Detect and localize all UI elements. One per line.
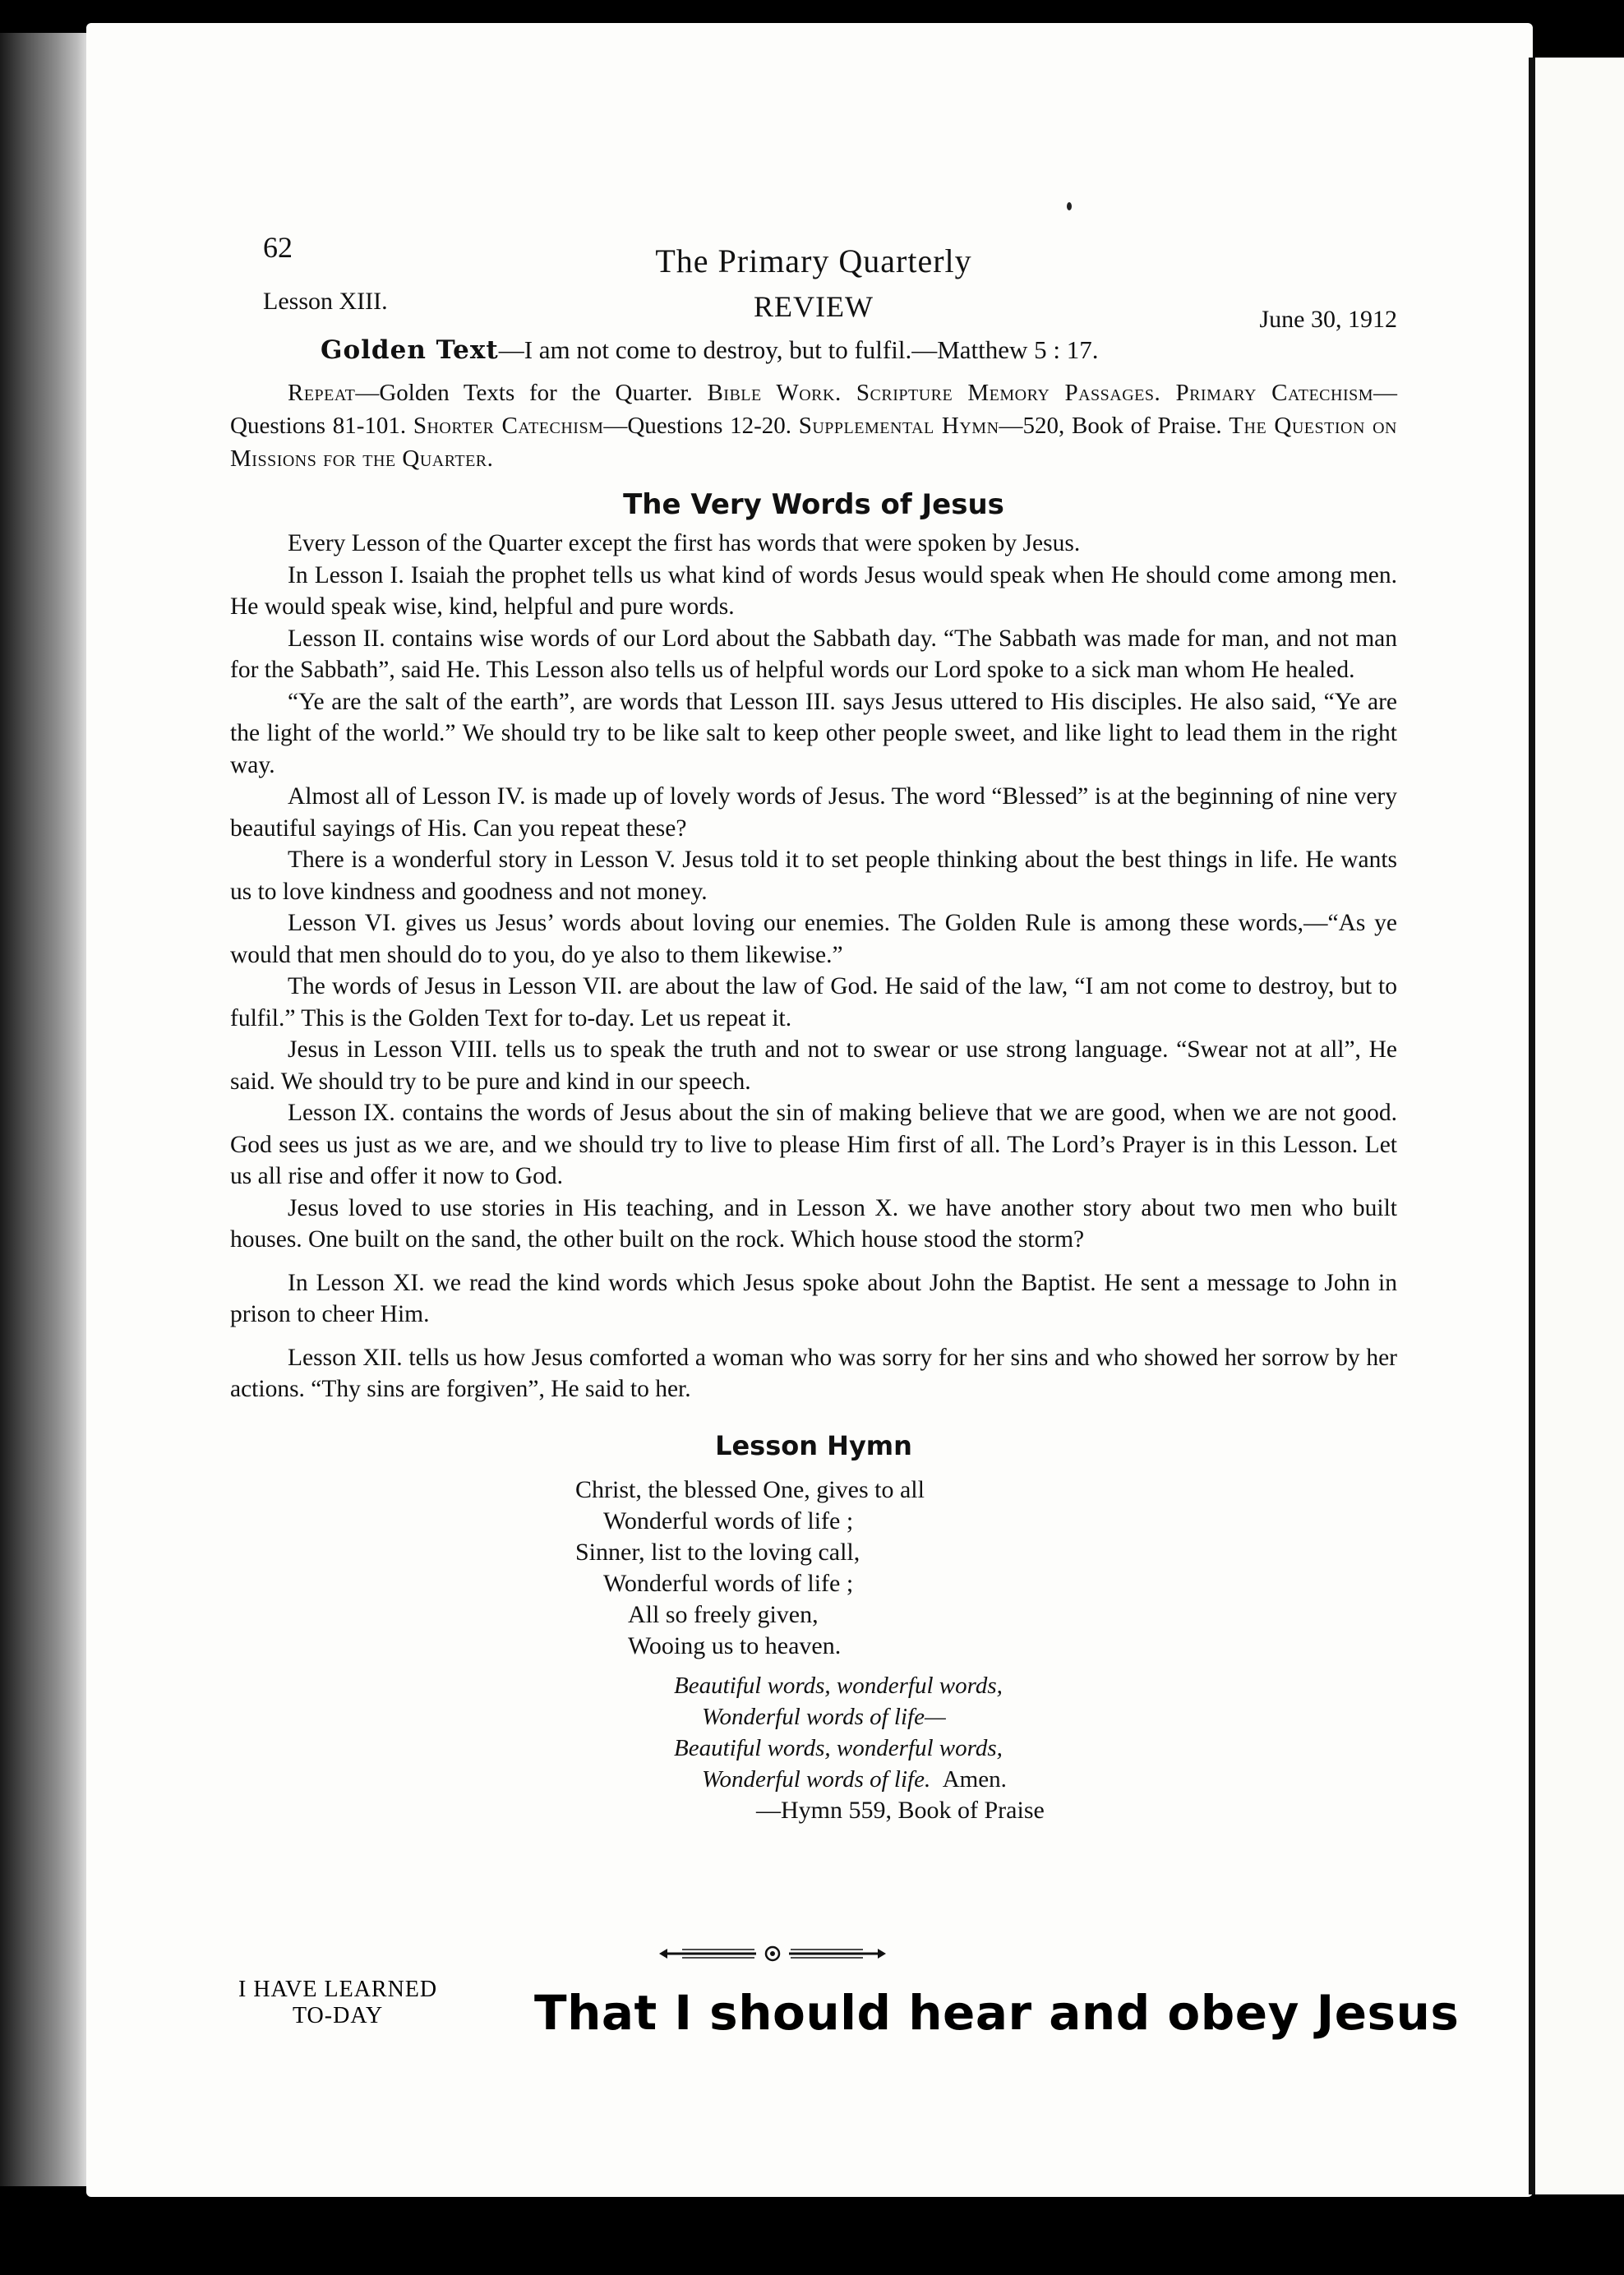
running-title: The Primary Quarterly [655,242,972,279]
repeat-block [230,376,1397,475]
paragraph: Jesus loved to use stories in His teaching, and in Lesson X. we have another story about two men who built houses. One built on the sand, the other built on the rock. Which house stood the storm? [230,1194,1397,1253]
learned-statement: That I should hear and obey Jesus [534,1985,1460,2041]
hymn-verse [575,1474,1397,1662]
running-head [230,222,1397,279]
repeat-part-2: —Questions 81-101. [230,380,1398,439]
paragraph: Almost all of Lesson IV. is made up of lovely words of Jesus. The word “Blessed” is at the beginning of nine very beautiful sayings of His. Can you repeat these? [230,783,1397,842]
hymn-line: Christ, the blessed One, gives to all [575,1475,925,1503]
missions-question: The Question on Missions for the Quarter. [230,413,1397,472]
facing-page-edge [1529,58,1624,2194]
repeat-part-3: —Questions 12-20. [603,413,799,439]
scripture-memory: Scripture Memory Passages. [841,380,1161,406]
golden-text [321,335,1397,365]
refrain-line: Wonderful words of life. [702,1765,931,1793]
ink-speck [1067,202,1072,210]
page-number: 62 [263,231,293,264]
paragraph: Lesson IX. contains the words of Jesus about the sin of making believe that we are good, when we are not good. God sees us just as we are, and we should try to live to please Him first of all. The Lord’s Prayer is in this Lesson. Let us all rise and offer it now to God. [230,1100,1397,1189]
paragraph: Lesson XII. tells us how Jesus comforted a woman who was sorry for her sins and who showed her sorrow by her actions. “Thy sins are forgiven”, He said to her. [230,1344,1397,1402]
golden-text-body: —I am not come to destroy, but to fulfil.—Matthew 5 : 17. [498,335,1099,364]
paragraph: Lesson II. contains wise words of our Lord about the Sabbath day. “The Sabbath was made for man, and not man for the Sabbath”, said He. This Lesson also tells us of helpful words our Lord spoke to a sick man whom He healed. [230,625,1397,683]
hymn-line: Wonderful words of life ; [603,1507,854,1534]
refrain-line: Beautiful words, wonderful words, [674,1672,1003,1699]
hymn-refrain [674,1670,1397,1795]
paragraph: Jesus in Lesson VIII. tells us to speak the truth and not to swear or use strong language. “Swear not at all”, He said. We should try to be pure and kind in our speech. [230,1036,1397,1095]
hymn-heading: Lesson Hymn [715,1429,912,1461]
paragraph: Lesson VI. gives us Jesus’ words about loving our enemies. The Golden Rule is among these words,—“As ye would that men should do to you, do ye also to them likewise.” [230,910,1397,968]
repeat-part-1: —Golden Texts for the Quarter. [355,380,708,406]
hymn-line: Sinner, list to the loving call, [575,1538,860,1566]
learned-label-line1: I HAVE LEARNED [238,1977,438,2002]
amen: Amen. [942,1765,1007,1793]
learned-label [238,1977,437,2029]
lesson-title: REVIEW [754,290,874,323]
repeat-label: Repeat [288,380,356,406]
hymn-source: —Hymn 559, Book of Praise [756,1796,1045,1824]
paragraph: The words of Jesus in Lesson VII. are about the law of God. He said of the law, “I am not come to destroy, but to fulfil.” This is the Golden Text for to-day. Let us repeat it. [230,973,1397,1031]
golden-text-label: Golden Text [321,335,499,365]
paragraph: “Ye are the salt of the earth”, are words that Lesson III. says Jesus uttered to His disciples. He also said, “Ye are the light of the world.” We should try to be like salt to keep other people sweet, and like light to lead them in the right way. [230,688,1397,778]
bible-work: Bible Work. [707,380,842,406]
lesson-date: June 30, 1912 [1259,306,1397,333]
book-binding [0,33,90,2186]
paragraph: In Lesson XI. we read the kind words which Jesus spoke about John the Baptist. He sent a message to John in prison to cheer Him. [230,1269,1397,1327]
hymn-line: Wooing us to heaven. [628,1631,842,1659]
lesson-header [230,288,1397,333]
lesson-number: Lesson XIII. [263,288,388,315]
shorter-catechism: Shorter Catechism [413,413,604,439]
learned-label-line2: TO-DAY [292,2003,384,2028]
paragraph: In Lesson I. Isaiah the prophet tells us what kind of words Jesus would speak when He should come among men. He would speak wise, kind, helpful and pure words. [230,561,1397,620]
hymn-line: All so freely given, [628,1600,819,1628]
paragraph: There is a wonderful story in Lesson V. Jesus told it to set people thinking about the best things in life. He wants us to love kindness and goodness and not money. [230,847,1397,905]
repeat-part-4: —520, Book of Praise. [999,413,1230,439]
page-content [230,222,1397,1826]
section-heading: The Very Words of Jesus [623,488,1004,521]
primary-catechism: Primary Catechism [1160,380,1374,406]
supplemental-hymn: Supplemental Hymn [798,413,999,439]
ornament-divider-icon [657,1944,888,1964]
refrain-line: Beautiful words, wonderful words, [674,1734,1003,1761]
refrain-line: Wonderful words of life— [702,1703,946,1730]
paragraph: Every Lesson of the Quarter except the first has words that were spoken by Jesus. [288,530,1081,556]
hymn-line: Wonderful words of life ; [603,1569,854,1597]
